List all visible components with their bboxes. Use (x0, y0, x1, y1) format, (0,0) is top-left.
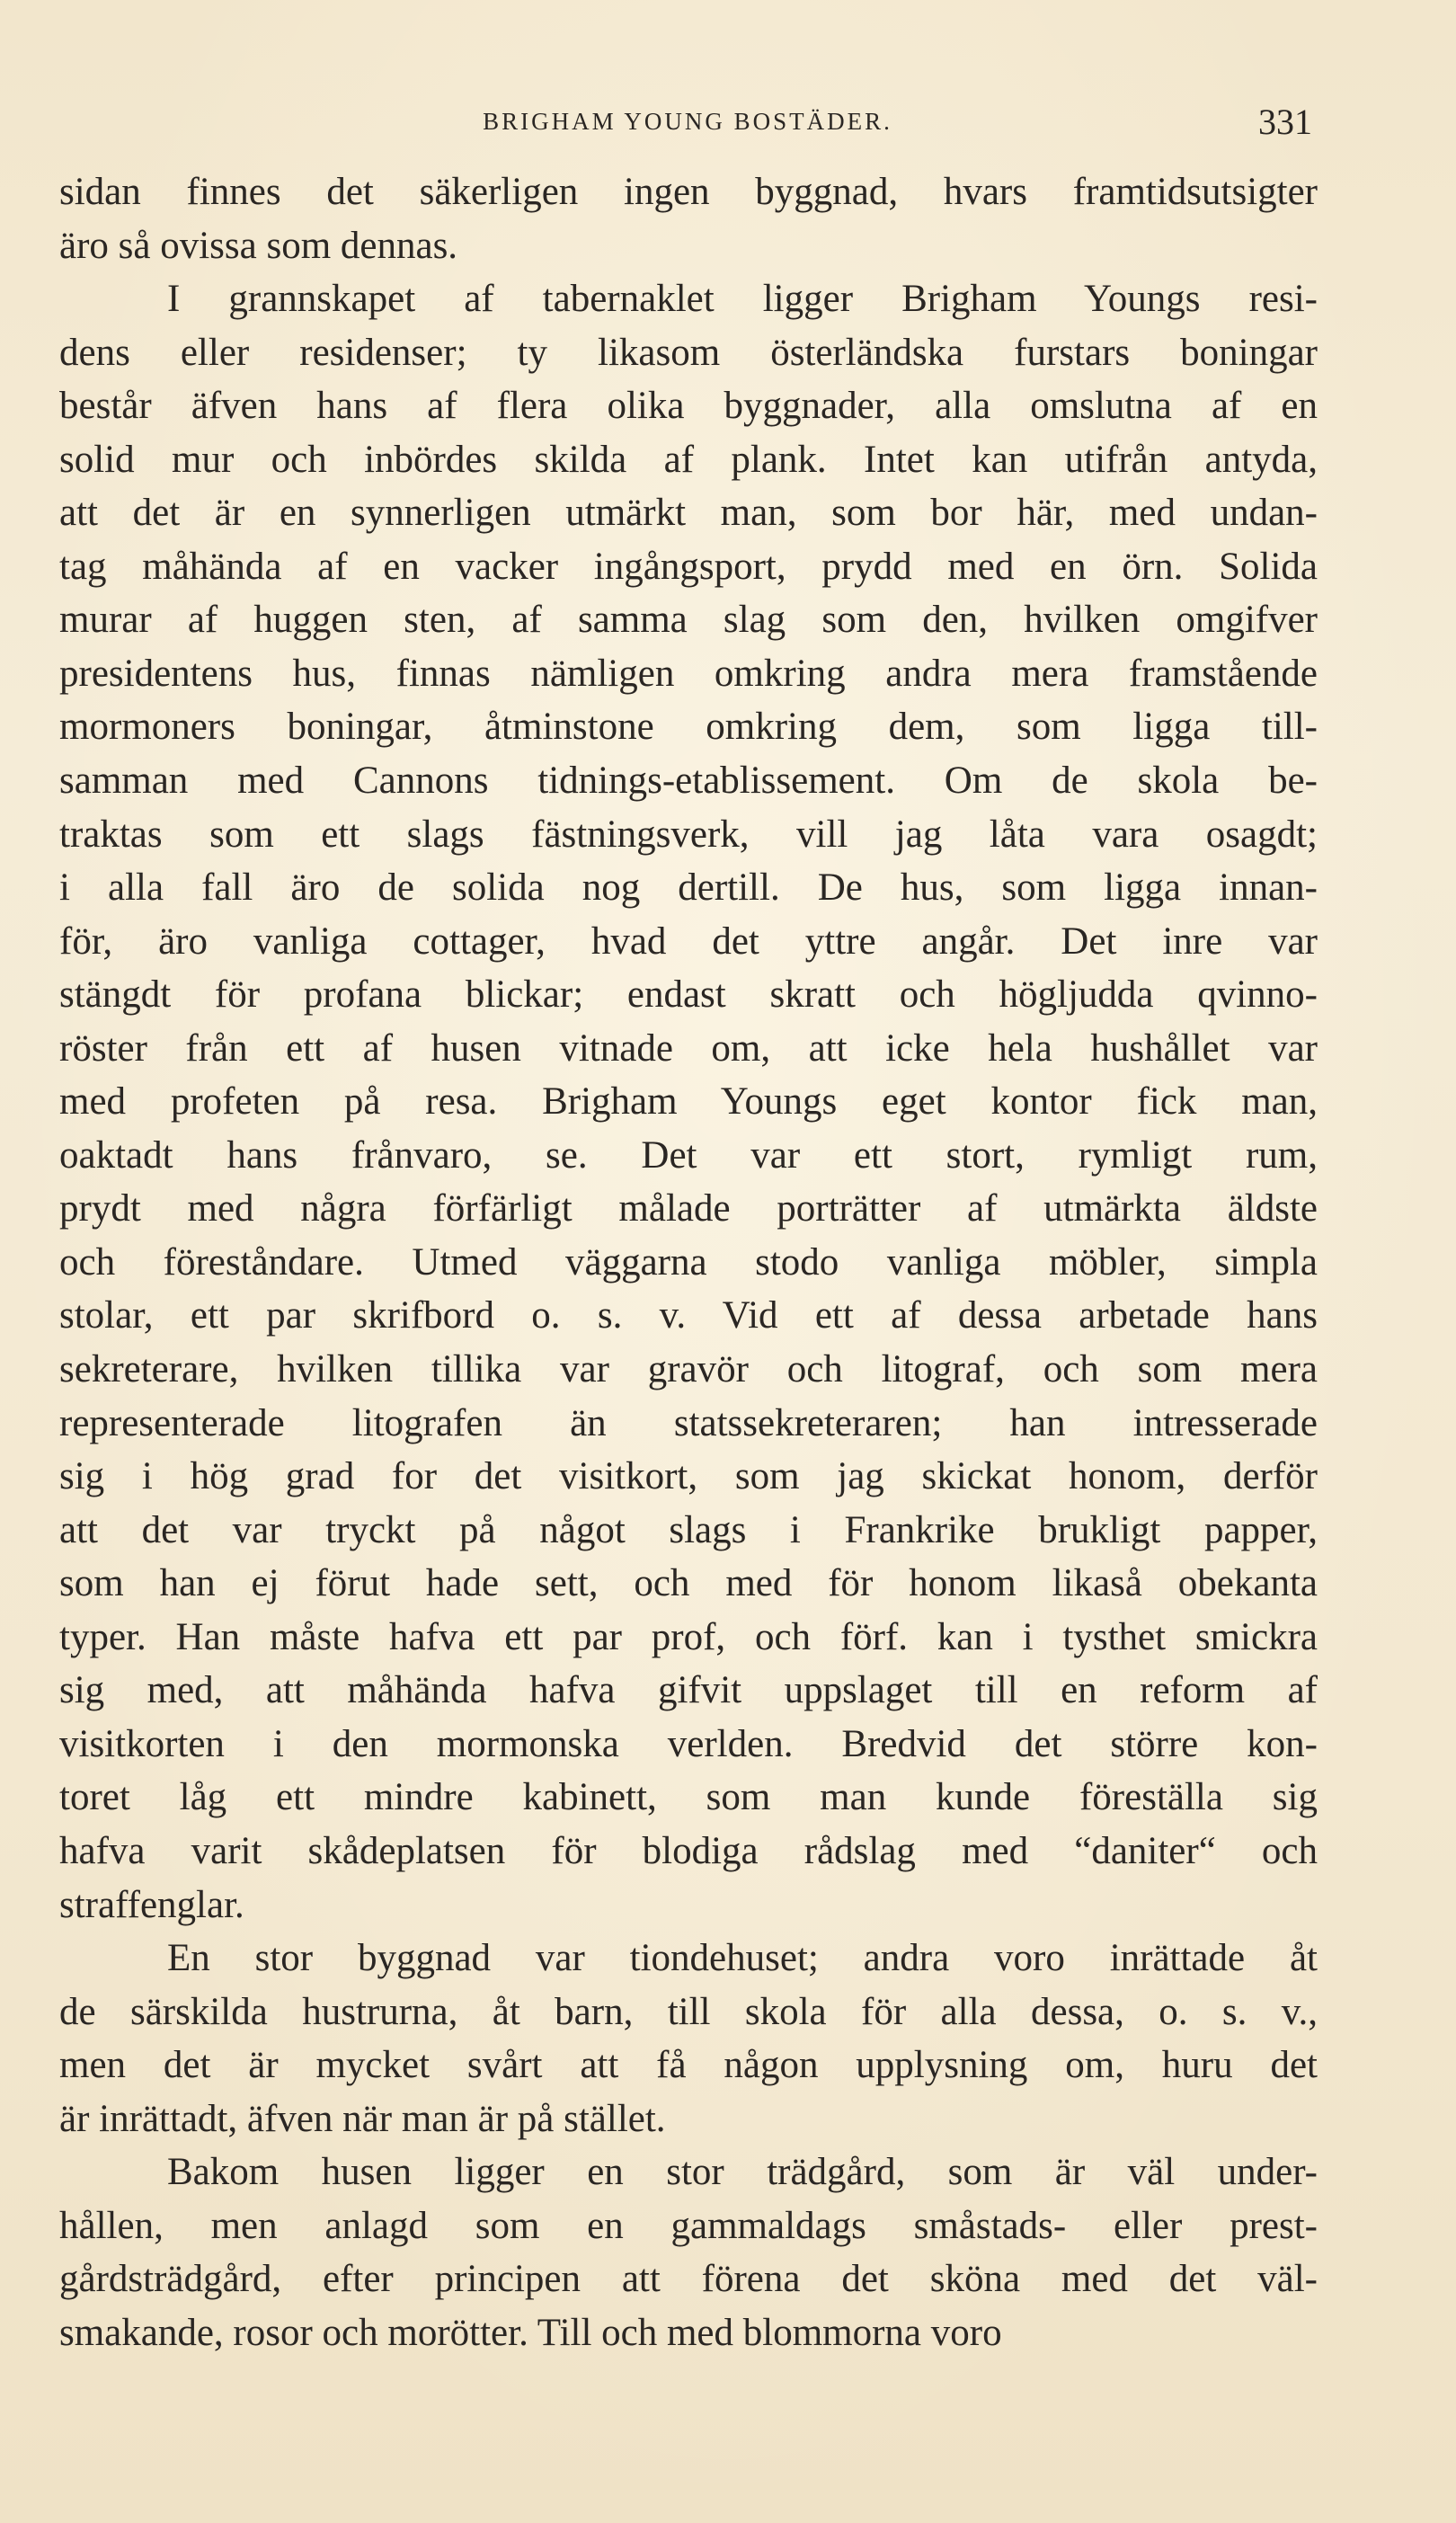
text-line: toret låg ett mindre kabinett, som man kunde föreställa sig (59, 1776, 1318, 1819)
text-line: stängdt för profana blickar; endast skratt och högljudda qvinno- (59, 973, 1318, 1017)
text-line: samman med Cannons tidnings-etablissement. Om de skola be- (59, 760, 1318, 803)
text-line: tag måhända af en vacker ingångsport, prydd med en örn. Solida (59, 545, 1318, 588)
text-line: presidentens hus, finnas nämligen omkring andra mera framstående (59, 652, 1318, 695)
text-line: sekreterare, hvilken tillika var gravör och litograf, och som mera (59, 1348, 1318, 1391)
text-line: solid mur och inbördes skilda af plank. Intet kan utifrån antyda, (59, 438, 1318, 481)
text-line: i alla fall äro de solida nog dertill. De hus, som ligga innan- (59, 866, 1318, 910)
text-line: som han ej förut hade sett, och med för honom likaså obekanta (59, 1562, 1318, 1605)
text-line: med profeten på resa. Brigham Youngs eget kontor fick man, (59, 1080, 1318, 1124)
text-line: äro så ovissa som dennas. (59, 224, 458, 267)
text-line: de särskilda hustrurna, åt barn, till skola för alla dessa, o. s. v., (59, 1990, 1318, 2033)
running-title: BRIGHAM YOUNG BOSTÄDER. (483, 108, 892, 135)
text-line: att det var tryckt på något slags i Frankrike brukligt papper, (59, 1508, 1318, 1551)
text-line: sig i hög grad for det visitkort, som jag skickat honom, derför (59, 1455, 1318, 1498)
text-line: typer. Han måste hafva ett par prof, och förf. kan i tysthet smickra (59, 1615, 1318, 1658)
text-line: och föreståndare. Utmed väggarna stodo vanliga möbler, simpla (59, 1240, 1318, 1284)
text-line: visitkorten i den mormonska verlden. Bredvid det större kon- (59, 1722, 1318, 1765)
text-line: traktas som ett slags fästningsverk, vill jag låta vara osagdt; (59, 813, 1318, 856)
page-number: 331 (1258, 102, 1312, 142)
running-head (63, 101, 1312, 146)
text-line: I grannskapet af tabernaklet ligger Brigham Youngs resi- (167, 278, 1318, 321)
text-line: Bakom husen ligger en stor trädgård, som är väl under- (167, 2151, 1318, 2194)
text-line: hållen, men anlagd som en gammaldags småstads- eller prest- (59, 2204, 1318, 2247)
text-line: smakande, rosor och morötter. Till och med blommorna voro (59, 2311, 1002, 2354)
text-line: men det är mycket svårt att få någon upplysning om, huru det (59, 2044, 1318, 2087)
text-line: murar af huggen sten, af samma slag som den, hvilken omgifver (59, 599, 1318, 642)
text-line: sig med, att måhända hafva gifvit uppslaget till en reform af (59, 1669, 1318, 1712)
text-line: är inrättadt, äfven när man är på stället. (59, 2097, 666, 2140)
text-line: gårdsträdgård, efter principen att förena det sköna med det väl- (59, 2258, 1318, 2301)
text-line: dens eller residenser; ty likasom österländska furstars boningar (59, 331, 1318, 374)
text-line: hafva varit skådeplatsen för blodiga rådslag med “daniter“ och (59, 1829, 1318, 1872)
text-line: röster från ett af husen vitnade om, att icke hela hushållet var (59, 1026, 1318, 1070)
text-line: för, äro vanliga cottager, hvad det yttre angår. Det inre var (59, 919, 1318, 963)
text-line: representerade litografen än statssekreteraren; han intresserade (59, 1401, 1318, 1444)
text-line: att det är en synnerligen utmärkt man, som bor här, med undan- (59, 492, 1318, 535)
text-line: prydt med några förfärligt målade porträtter af utmärkta äldste (59, 1187, 1318, 1230)
text-line: oaktadt hans frånvaro, se. Det var ett stort, rymligt rum, (59, 1133, 1318, 1177)
text-line: En stor byggnad var tiondehuset; andra voro inrättade åt (167, 1937, 1318, 1980)
text-line: består äfven hans af flera olika byggnader, alla omslutna af en (59, 385, 1318, 428)
text-line: sidan finnes det säkerligen ingen byggnad, hvars framtidsutsigter (59, 171, 1318, 213)
text-line: mormoners boningar, åtminstone omkring dem, som ligga till- (59, 706, 1318, 749)
text-line: straffenglar. (59, 1883, 244, 1926)
text-line: stolar, ett par skrifbord o. s. v. Vid ett af dessa arbetade hans (59, 1294, 1318, 1337)
body-text (59, 165, 1318, 2359)
